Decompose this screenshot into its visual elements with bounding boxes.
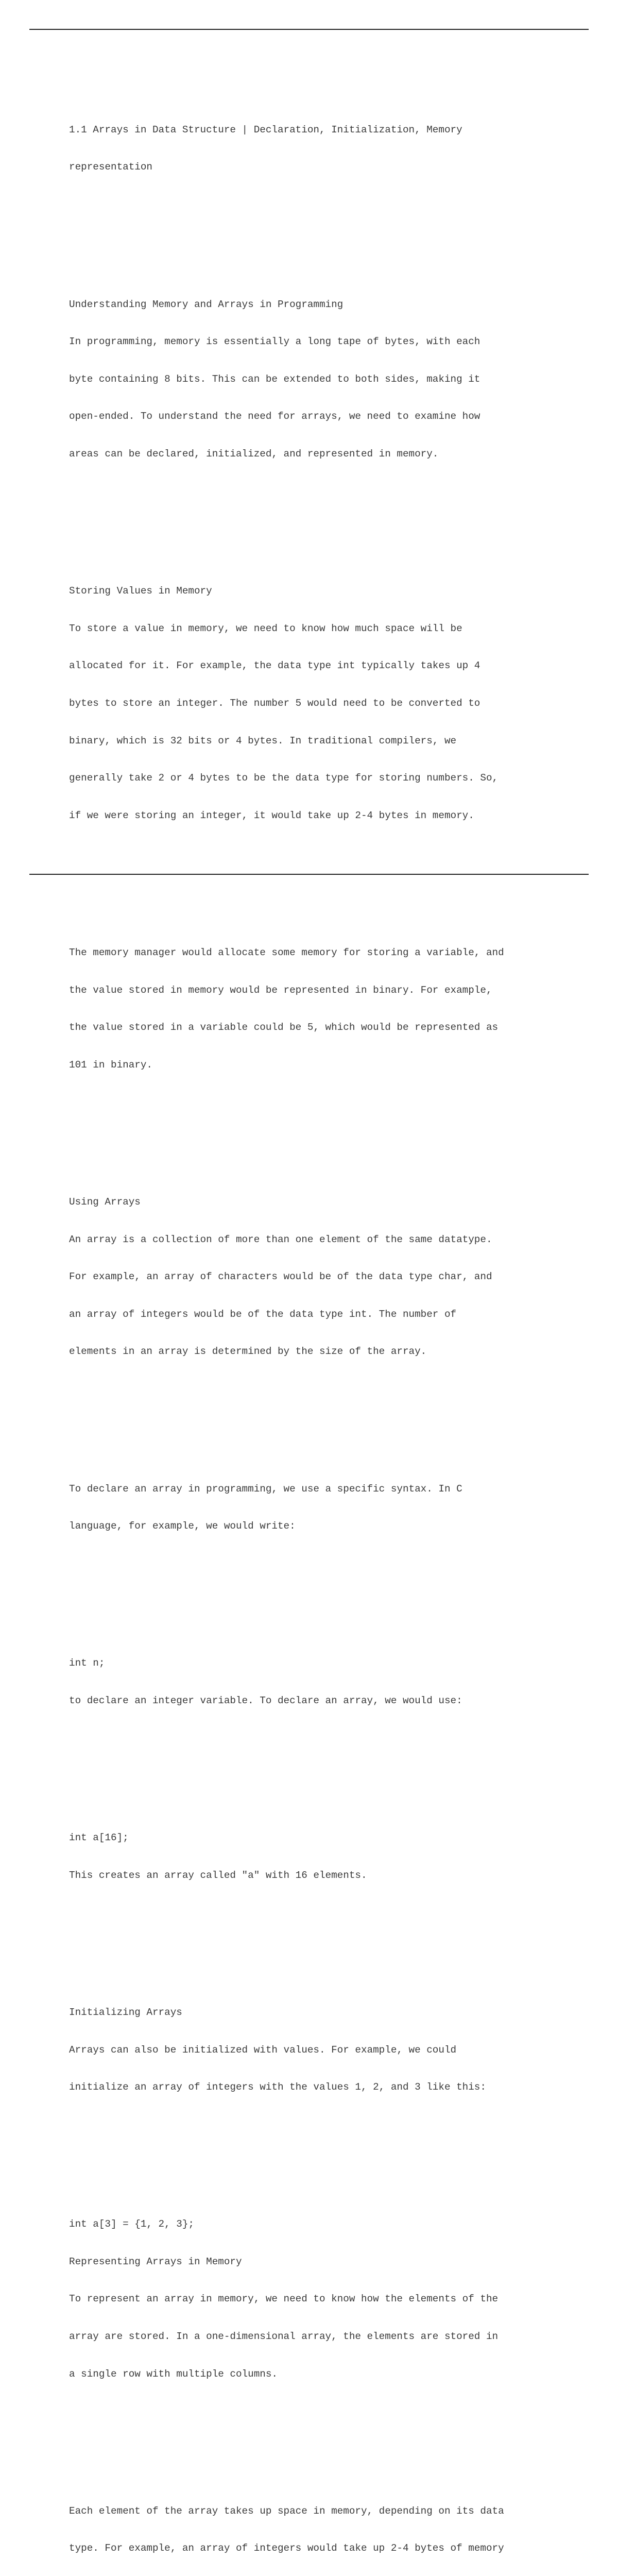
- text-line: array are stored. In a one-dimensional array, the elements are stored in: [69, 2331, 499, 2343]
- text-line: a single row with multiple columns.: [69, 2368, 278, 2380]
- text-line: elements in an array is determined by the size of the array.: [69, 1346, 427, 1358]
- text-line: byte containing 8 bits. This can be extended to both sides, making it: [69, 373, 480, 385]
- paragraph-gap: [69, 2430, 584, 2443]
- title-line: 1.1 Arrays in Data Structure | Declaration, Initialization, Memory: [69, 124, 462, 135]
- top-divider: [29, 29, 589, 30]
- text-line: open-ended. To understand the need for arrays, we need to examine how: [69, 411, 480, 422]
- section-storing-values: [69, 560, 584, 847]
- text-line: if we were storing an integer, it would take up 2-4 bytes in memory.: [69, 809, 474, 821]
- code-line: int a[16];: [69, 1832, 129, 1844]
- paragraph-gap: [69, 1757, 584, 1769]
- text-line: the value stored in memory would be represented in binary. For example,: [69, 984, 492, 996]
- section-heading: Storing Values in Memory: [69, 585, 212, 597]
- bottom-divider: [29, 874, 589, 875]
- text-line: generally take 2 or 4 bytes to be the data type for storing numbers. So,: [69, 772, 499, 784]
- section-using-arrays: [69, 1171, 584, 1383]
- text-line: Each element of the array takes up space in memory, depending on its data: [69, 2505, 504, 2517]
- paragraph-element-space: [69, 2480, 584, 2576]
- section-heading: Representing Arrays in Memory: [69, 2256, 242, 2267]
- paragraph-gap: [69, 510, 584, 522]
- section-heading: Using Arrays: [69, 1196, 141, 1208]
- text-line: an array of integers would be of the data type int. The number of: [69, 1308, 457, 1320]
- section-understanding-memory: [69, 273, 584, 485]
- text-line: 101 in binary.: [69, 1059, 152, 1071]
- paragraph-gap: [69, 1582, 584, 1595]
- title-line: representation: [69, 161, 152, 173]
- text-line: initialize an array of integers with the values 1, 2, and 3 like this:: [69, 2081, 486, 2093]
- text-line: To store a value in memory, we need to know how much space will be: [69, 622, 462, 634]
- text-line: bytes to store an integer. The number 5 would need to be converted to: [69, 697, 480, 709]
- code-line: int n;: [69, 1657, 105, 1669]
- paragraph-gap: [69, 1931, 584, 1944]
- text-line: In programming, memory is essentially a long tape of bytes, with each: [69, 336, 480, 348]
- text-line: language, for example, we would write:: [69, 1520, 296, 1532]
- text-line: to declare an integer variable. To declare an array, we would use:: [69, 1694, 462, 1706]
- text-line: To represent an array in memory, we need to know how the elements of the: [69, 2293, 499, 2305]
- document-title: [69, 98, 584, 198]
- code-line: int a[3] = {1, 2, 3};: [69, 2218, 194, 2230]
- text-line: binary, which is 32 bits or 4 bytes. In traditional compilers, we: [69, 735, 457, 747]
- text-line: To declare an array in programming, we use a specific syntax. In C: [69, 1483, 462, 1495]
- text-line: An array is a collection of more than one element of the same datatype.: [69, 1233, 492, 1245]
- paragraph-int-array: [69, 1807, 584, 1907]
- section-heading: Initializing Arrays: [69, 2006, 182, 2018]
- paragraph-gap: [69, 1408, 584, 1420]
- section-initializing-arrays: [69, 1981, 584, 2119]
- text-line: For example, an array of characters would be of the data type char, and: [69, 1271, 492, 1283]
- paragraph-gap: [69, 223, 584, 235]
- paragraph-gap: [69, 2143, 584, 2156]
- text-line: the value stored in a variable could be 5, which would be represented as: [69, 1022, 499, 1033]
- paragraph-gap: [69, 1121, 584, 1133]
- text-line: The memory manager would allocate some memory for storing a variable, and: [69, 946, 504, 958]
- text-line: Arrays can also be initialized with values. For example, we could: [69, 2044, 457, 2056]
- document-body: [69, 74, 584, 2576]
- text-line: areas can be declared, initialized, and represented in memory.: [69, 448, 439, 460]
- section-representing-arrays: [69, 2193, 584, 2405]
- text-line: type. For example, an array of integers would take up 2-4 bytes of memory: [69, 2543, 504, 2554]
- text-line: allocated for it. For example, the data type int typically takes up 4: [69, 660, 480, 672]
- paragraph-memory-manager: [69, 922, 584, 1096]
- text-line: This creates an array called "a" with 16 elements.: [69, 1869, 367, 1881]
- section-heading: Understanding Memory and Arrays in Programming: [69, 298, 344, 310]
- paragraph-declare-syntax: [69, 1458, 584, 1557]
- paragraph-int-variable: [69, 1632, 584, 1732]
